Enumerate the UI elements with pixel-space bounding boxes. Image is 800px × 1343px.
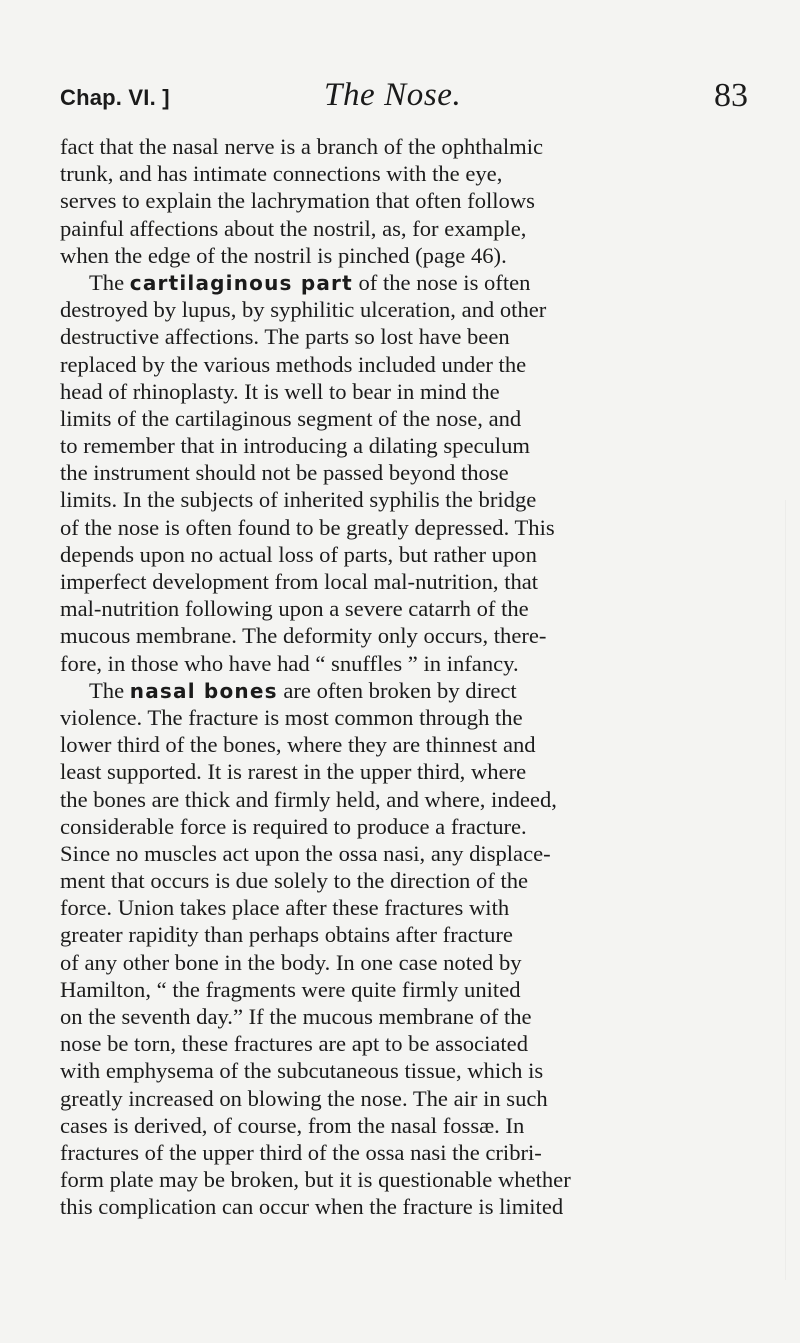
running-header xyxy=(60,74,748,118)
text-line: the bones are thick and firmly held, and where, indeed, xyxy=(60,786,557,812)
text-line: serves to explain the lachrymation that often follows xyxy=(60,188,535,214)
body-text xyxy=(60,133,758,1221)
section-term-cartilaginous-part: cartilaginous part xyxy=(129,270,353,295)
text-line: Hamilton, “ the fragments were quite firmly united xyxy=(60,976,521,1002)
text-line: mal-nutrition following upon a severe catarrh of the xyxy=(60,596,529,622)
text-line xyxy=(60,677,758,704)
text-line: this complication can occur when the fracture is limited xyxy=(60,1194,564,1220)
text-line: depends upon no actual loss of parts, but rather upon xyxy=(60,541,537,567)
chapter-label: Chap. VI. ] xyxy=(60,85,170,110)
text-line xyxy=(60,269,758,296)
line-after: are often broken by direct xyxy=(277,677,517,703)
line-before: The xyxy=(89,269,130,295)
text-line: when the edge of the nostril is pinched (page 46). xyxy=(60,242,507,268)
text-line: greater rapidity than perhaps obtains after fracture xyxy=(60,922,513,948)
text-line: fact that the nasal nerve is a branch of the ophthalmic xyxy=(60,134,544,159)
text-line: with emphysema of the subcutaneous tissue, which is xyxy=(60,1058,544,1084)
text-line: limits. In the subjects of inherited syphilis the bridge xyxy=(60,487,537,513)
line-after: of the nose is often xyxy=(352,269,531,295)
text-line: fractures of the upper third of the ossa nasi the cribri- xyxy=(60,1139,542,1165)
text-line: of any other bone in the body. In one case noted by xyxy=(60,949,522,975)
section-term-nasal-bones: nasal bones xyxy=(129,678,278,703)
text-line: limits of the cartilaginous segment of the nose, and xyxy=(60,405,522,431)
text-line: to remember that in introducing a dilating speculum xyxy=(60,433,530,459)
text-line: of the nose is often found to be greatly depressed. This xyxy=(60,514,555,540)
text-line: on the seventh day.” If the mucous membrane of the xyxy=(60,1004,532,1029)
text-line: lower third of the bones, where they are thinnest and xyxy=(60,732,536,758)
text-line: painful affections about the nostril, as, for example, xyxy=(60,215,527,241)
text-line: destructive affections. The parts so lost have been xyxy=(60,324,510,350)
text-line: cases is derived, of course, from the nasal fossæ. In xyxy=(60,1112,525,1138)
text-line: Since no muscles act upon the ossa nasi, any displace- xyxy=(60,840,551,866)
text-line: imperfect development from local mal-nutrition, that xyxy=(60,569,539,594)
text-line: considerable force is required to produce a fracture. xyxy=(60,813,527,839)
page-edge-shadow xyxy=(785,500,786,1280)
text-line: trunk, and has intimate connections with the eye, xyxy=(60,161,503,187)
page-number: 83 xyxy=(714,77,748,114)
text-line: mucous membrane. The deformity only occurs, there- xyxy=(60,623,547,649)
page-title: The Nose. xyxy=(324,77,462,113)
text-line: fore, in those who have had “ snuffles ” in infancy. xyxy=(60,650,519,676)
text-line: ment that occurs is due solely to the direction of the xyxy=(60,868,529,894)
text-line: form plate may be broken, but it is questionable whether xyxy=(60,1167,571,1193)
text-line: least supported. It is rarest in the upper third, where xyxy=(60,759,527,785)
text-line: the instrument should not be passed beyond those xyxy=(60,460,509,486)
text-line: force. Union takes place after these fractures with xyxy=(60,895,510,921)
text-line: greatly increased on blowing the nose. The air in such xyxy=(60,1085,548,1111)
text-line: replaced by the various methods included under the xyxy=(60,351,527,377)
text-line: nose be torn, these fractures are apt to be associated xyxy=(60,1031,528,1057)
line-before: The xyxy=(89,677,130,703)
text-line: destroyed by lupus, by syphilitic ulceration, and other xyxy=(60,297,547,323)
text-line: head of rhinoplasty. It is well to bear in mind the xyxy=(60,378,500,404)
text-line: violence. The fracture is most common through the xyxy=(60,704,523,730)
